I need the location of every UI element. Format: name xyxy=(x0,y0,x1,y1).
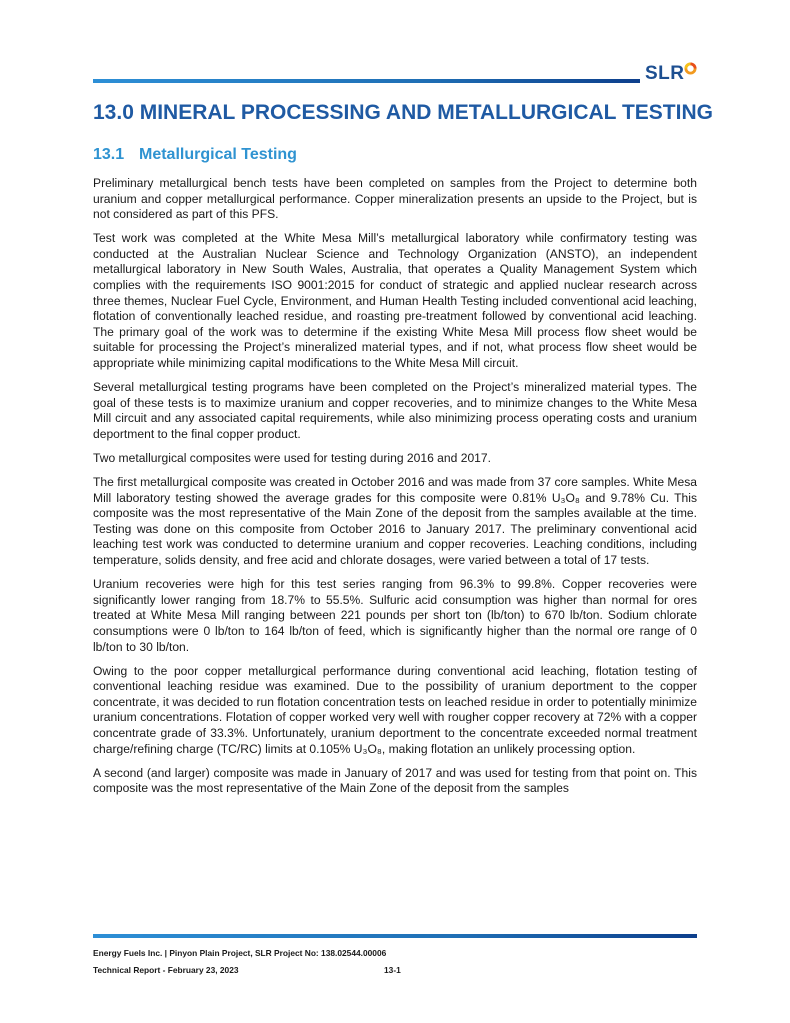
section-heading xyxy=(93,146,297,164)
page-title: 13.0 MINERAL PROCESSING AND METALLURGICAL TESTING xyxy=(93,101,713,124)
paragraph: Preliminary metallurgical bench tests have been completed on samples from the Project to determine both uranium and copper metallurgical performance. Copper mineralization presents an upside to the Project, but is not considered as part of this PFS. xyxy=(93,176,697,222)
paragraph: Two metallurgical composites were used for testing during 2016 and 2017. xyxy=(93,451,491,465)
body-text xyxy=(93,176,697,805)
section-title: Metallurgical Testing xyxy=(139,146,297,163)
footer-report-line: Technical Report - February 23, 2023 xyxy=(93,965,239,975)
page-footer xyxy=(93,948,697,982)
paragraph: A second (and larger) composite was made in January of 2017 and was used for testing from that point on. This composite was the most representative of the Main Zone of the deposit from the samples xyxy=(93,765,697,796)
paragraph: Test work was completed at the White Mesa Mill’s metallurgical laboratory while confirmatory testing was conducted at the Australian Nuclear Science and Technology Organization (ANSTO), an independent metallurgical laboratory in New South Wales, Australia, that operates a Quality Management System which complies with the requirements ISO 9001:2015 for conduct of strategic and applied nuclear research across three themes, Nuclear Fuel Cycle, Environment, and Human Health Testing included conventional acid leaching, flotation of conventionally leached residue, and roasting pre-treatment followed by conventional acid leaching. The primary goal of the work was to determine if the existing White Mesa Mill process flow sheet would be suitable for processing the Project’s mineralized material types, and if not, what process flow sheet would be appropriate while minimizing capital modifications to the White Mesa Mill circuit. xyxy=(93,231,697,371)
section-number: 13.1 xyxy=(93,146,125,163)
logo-ring-icon xyxy=(684,62,697,75)
paragraph: Owing to the poor copper metallurgical performance during conventional acid leaching, flotation testing of conventional leaching residue was examined. Due to the possibility of uranium deportment to the copper concentrate, it was decided to run flotation concentration tests on leached residue in order to potentially minimize uranium concentrations. Flotation of copper worked very well with rougher copper recovery at 72% with a copper concentrate grade of 33.3%. Unfortunately, uranium deportment to the concentrate exceeded normal treatment charge/refining charge (TC/RC) limits at 0.105% U₃O₈, making flotation an unlikely processing option. xyxy=(93,663,697,756)
logo-text: SLR xyxy=(645,63,685,84)
slr-logo xyxy=(645,63,685,89)
page-number: 13-1 xyxy=(384,965,401,975)
paragraph: The first metallurgical composite was created in October 2016 and was made from 37 core samples. White Mesa Mill laboratory testing showed the average grades for this composite were 0.81% U₃O₈ and 9.78% Cu. This composite was the most representative of the Main Zone of the deposit from the samples available at the time. Testing was done on this composite from October 2016 to January 2017. The preliminary conventional acid leaching test work was conducted to determine uranium and copper recoveries. Leaching conditions, including temperature, solids density, and free acid and chlorate dosages, were varied between a total of 17 tests. xyxy=(93,475,697,568)
paragraph: Uranium recoveries were high for this test series ranging from 96.3% to 99.8%. Copper recoveries were significantly lower ranging from 18.7% to 55.5%. Sulfuric acid consumption was higher than normal for ores treated at White Mesa Mill ranging between 221 pounds per short ton (lb/ton) to 670 lb/ton. Sodium chlorate consumptions were 0 lb/ton to 164 lb/ton of feed, which is significantly higher than the normal ore range of 0 lb/ton to 30 lb/ton. xyxy=(93,577,697,654)
footer-project-line: Energy Fuels Inc. | Pinyon Plain Project, SLR Project No: 138.02544.00006 xyxy=(93,948,387,958)
footer-rule xyxy=(93,934,697,938)
header-rule xyxy=(93,79,640,83)
paragraph: Several metallurgical testing programs have been completed on the Project’s mineralized material types. The goal of these tests is to maximize uranium and copper recoveries, and to minimize changes to the White Mesa Mill circuit and any associated capital requirements, while also minimizing process operating costs and uranium deportment to the final copper product. xyxy=(93,380,697,441)
